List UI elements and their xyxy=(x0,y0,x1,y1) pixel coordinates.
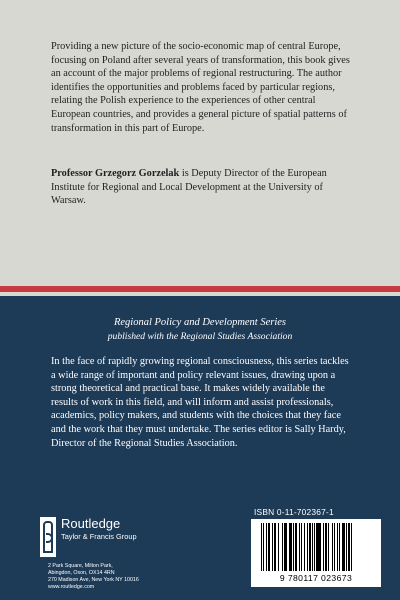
address-line: 2 Park Square, Milton Park, xyxy=(48,563,113,569)
isbn: ISBN 0-11-702367-1 xyxy=(254,507,334,517)
author-bio-text: is Deputy Director of the European Institute for Regional and Local Development at the University of Warsaw. xyxy=(51,168,327,207)
barcode-space xyxy=(351,523,352,571)
series-title: Regional Policy and Development Series xyxy=(113,317,287,328)
series-description: In the face of rapidly growing regional consciousness, this series tackles a wide range of important and policy relevant issues, drawing upon a strong theoretical and practical base. It makes widely available the results of work in this field, and will inform and assist professionals, academics, policy makers, and students with the choices that they face and the work that they must undertake. The series editor is Sally Hardy, Director of the Regional Studies Association. xyxy=(51,356,349,449)
book-description: Providing a new picture of the socio-economic map of central Europe, focusing on Poland after several years of transformation, this book gives an account of the major problems of regional restructuring. The author identifies the opportunities and problems faced by particular regions, relating the Polish experience to the experiences of other central European countries, and provides a general picture of spatial patterns of transformation in this part of Europe. xyxy=(51,41,350,134)
address-line: 270 Madison Ave, New York NY 10016 xyxy=(48,577,139,583)
address-line: www.routledge.com xyxy=(48,584,95,590)
address-line: Abingdon, Oxon, OX14 4RN xyxy=(48,570,115,576)
routledge-r-mark xyxy=(43,521,53,553)
routledge-logo-icon xyxy=(40,517,56,557)
publisher-group: Taylor & Francis Group xyxy=(61,532,137,541)
publisher-address xyxy=(48,563,238,591)
series-subtitle: published with the Regional Studies Association xyxy=(107,331,293,342)
author-bio xyxy=(51,167,351,208)
barcode xyxy=(251,519,381,587)
barcode-bars xyxy=(261,523,373,571)
barcode-number: 9 780117 023673 xyxy=(279,573,353,583)
author-name: Professor Grzegorz Gorzelak xyxy=(51,168,180,179)
publisher-name: Routledge xyxy=(61,516,121,531)
